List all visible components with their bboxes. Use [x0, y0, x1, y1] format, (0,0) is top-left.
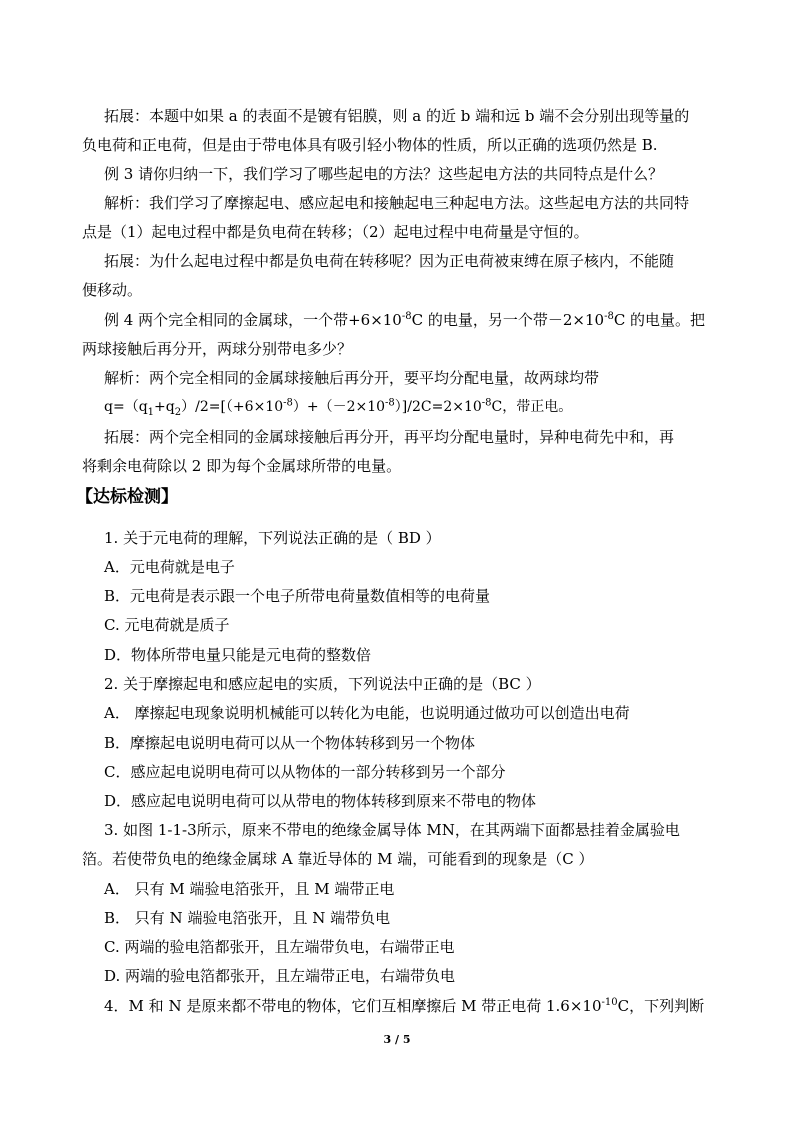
formula-part: q=（q	[104, 399, 148, 415]
question-3-option-b: B． 只有 N 端验电箔张开，且 N 端带负电	[104, 909, 391, 927]
formula-part: C，带正电。	[491, 399, 573, 415]
question-4	[104, 996, 704, 1016]
paragraph-example-4	[104, 310, 705, 330]
exponent: -8	[481, 397, 492, 409]
formula-part: ）]/2C=2×10	[394, 399, 482, 415]
formula-part: ）/2=[（+6×10	[181, 399, 284, 415]
paragraph-expand-1-cont: 负电荷和正电荷，但是由于带电体具有吸引轻小物体的性质，所以正确的选项仍然是 B.	[82, 136, 658, 154]
paragraph-analysis-4: 解析：两个完全相同的金属球接触后再分开，要平均分配电量，故两球均带	[104, 369, 600, 387]
paragraph-example-3: 例 3 请你归纳一下，我们学习了哪些起电的方法？这些起电方法的共同特点是什么？	[104, 165, 664, 183]
example-4-text-a: 例 4 两个完全相同的金属球，一个带+6×10	[104, 311, 402, 329]
formula-part: ）+（－2×10	[292, 399, 386, 415]
paragraph-example-4-cont: 两球接触后再分开，两球分别带电多少？	[82, 340, 353, 358]
question-3-option-a: A． 只有 M 端验电箔张开，且 M 端带正电	[104, 880, 395, 898]
question-1-option-d: D．物体所带电量只能是元电荷的整数倍	[104, 646, 372, 664]
question-3-option-d: D. 两端的验电箔都张开，且左端带正电，右端带负电	[104, 967, 456, 985]
question-1-option-b: B．元电荷是表示跟一个电子所带电荷量数值相等的电荷量	[104, 587, 491, 605]
subscript: 2	[174, 406, 182, 418]
exponent: -8	[283, 397, 293, 409]
paragraph-expand-1: 拓展：本题中如果 a 的表面不是镀有铝膜，则 a 的近 b 端和远 b 端不会分别出现等量的	[104, 107, 690, 125]
question-4-text-b: C，下列判断	[617, 997, 705, 1015]
exponent: -8	[604, 311, 614, 322]
paragraph-expand-4-cont: 将剩余电荷除以 2 即为每个金属球所带的电量。	[82, 457, 402, 475]
formula-line	[104, 397, 572, 417]
paragraph-expand-3: 拓展：为什么起电过程中都是负电荷在转移呢？因为正电荷被束缚在原子核内，不能随	[104, 252, 675, 270]
exponent: -10	[601, 997, 618, 1008]
section-title: 【达标检测】	[76, 487, 178, 507]
formula-part: +q	[154, 399, 175, 415]
question-2-option-c: C．感应起电说明电荷可以从物体的一部分转移到另一个部分	[104, 763, 506, 781]
question-1: 1. 关于元电荷的理解，下列说法正确的是（ BD ）	[104, 529, 441, 547]
question-2-option-b: B．摩擦起电说明电荷可以从一个物体转移到另一个物体	[104, 734, 476, 752]
question-2-option-a: A． 摩擦起电现象说明机械能可以转化为电能，也说明通过做功可以创造出电荷	[104, 704, 630, 722]
question-2-option-d: D．感应起电说明电荷可以从带电的物体转移到原来不带电的物体	[104, 792, 537, 810]
question-3: 3. 如图 1-1-3所示，原来不带电的绝缘金属导体 MN，在其两端下面都悬挂着金属验电	[104, 821, 680, 839]
page-number: 3 / 5	[383, 1033, 411, 1046]
paragraph-expand-4: 拓展：两个完全相同的金属球接触后再分开，再平均分配电量时，异种电荷先中和，再	[104, 428, 675, 446]
question-3-cont: 箔。若使带负电的绝缘金属球 A 靠近导体的 M 端，可能看到的现象是（C ）	[82, 850, 594, 868]
example-4-text-b: C 的电量，另一个带－2×10	[411, 311, 605, 329]
exponent: -8	[385, 397, 395, 409]
question-4-text-a: 4．M 和 N 是原来都不带电的物体，它们互相摩擦后 M 带正电荷 1.6×10	[104, 997, 602, 1015]
question-2: 2. 关于摩擦起电和感应起电的实质，下列说法中正确的是（BC ）	[104, 675, 541, 693]
question-1-option-c: C. 元电荷就是质子	[104, 616, 230, 634]
question-1-option-a: A．元电荷就是电子	[104, 558, 235, 576]
example-4-text-c: C 的电量。把	[613, 311, 706, 329]
subscript: 1	[147, 406, 155, 418]
paragraph-analysis-3-cont: 点是（1）起电过程中都是负电荷在转移；（2）起电过程中电荷量是守恒的。	[82, 223, 589, 241]
question-3-option-c: C. 两端的验电箔都张开，且左端带负电，右端带正电	[104, 938, 455, 956]
paragraph-expand-3-cont: 便移动。	[82, 281, 143, 299]
paragraph-analysis-3: 解析：我们学习了摩擦起电、感应起电和接触起电三种起电方法。这些起电方法的共同特	[104, 194, 690, 212]
exponent: -8	[401, 311, 412, 322]
